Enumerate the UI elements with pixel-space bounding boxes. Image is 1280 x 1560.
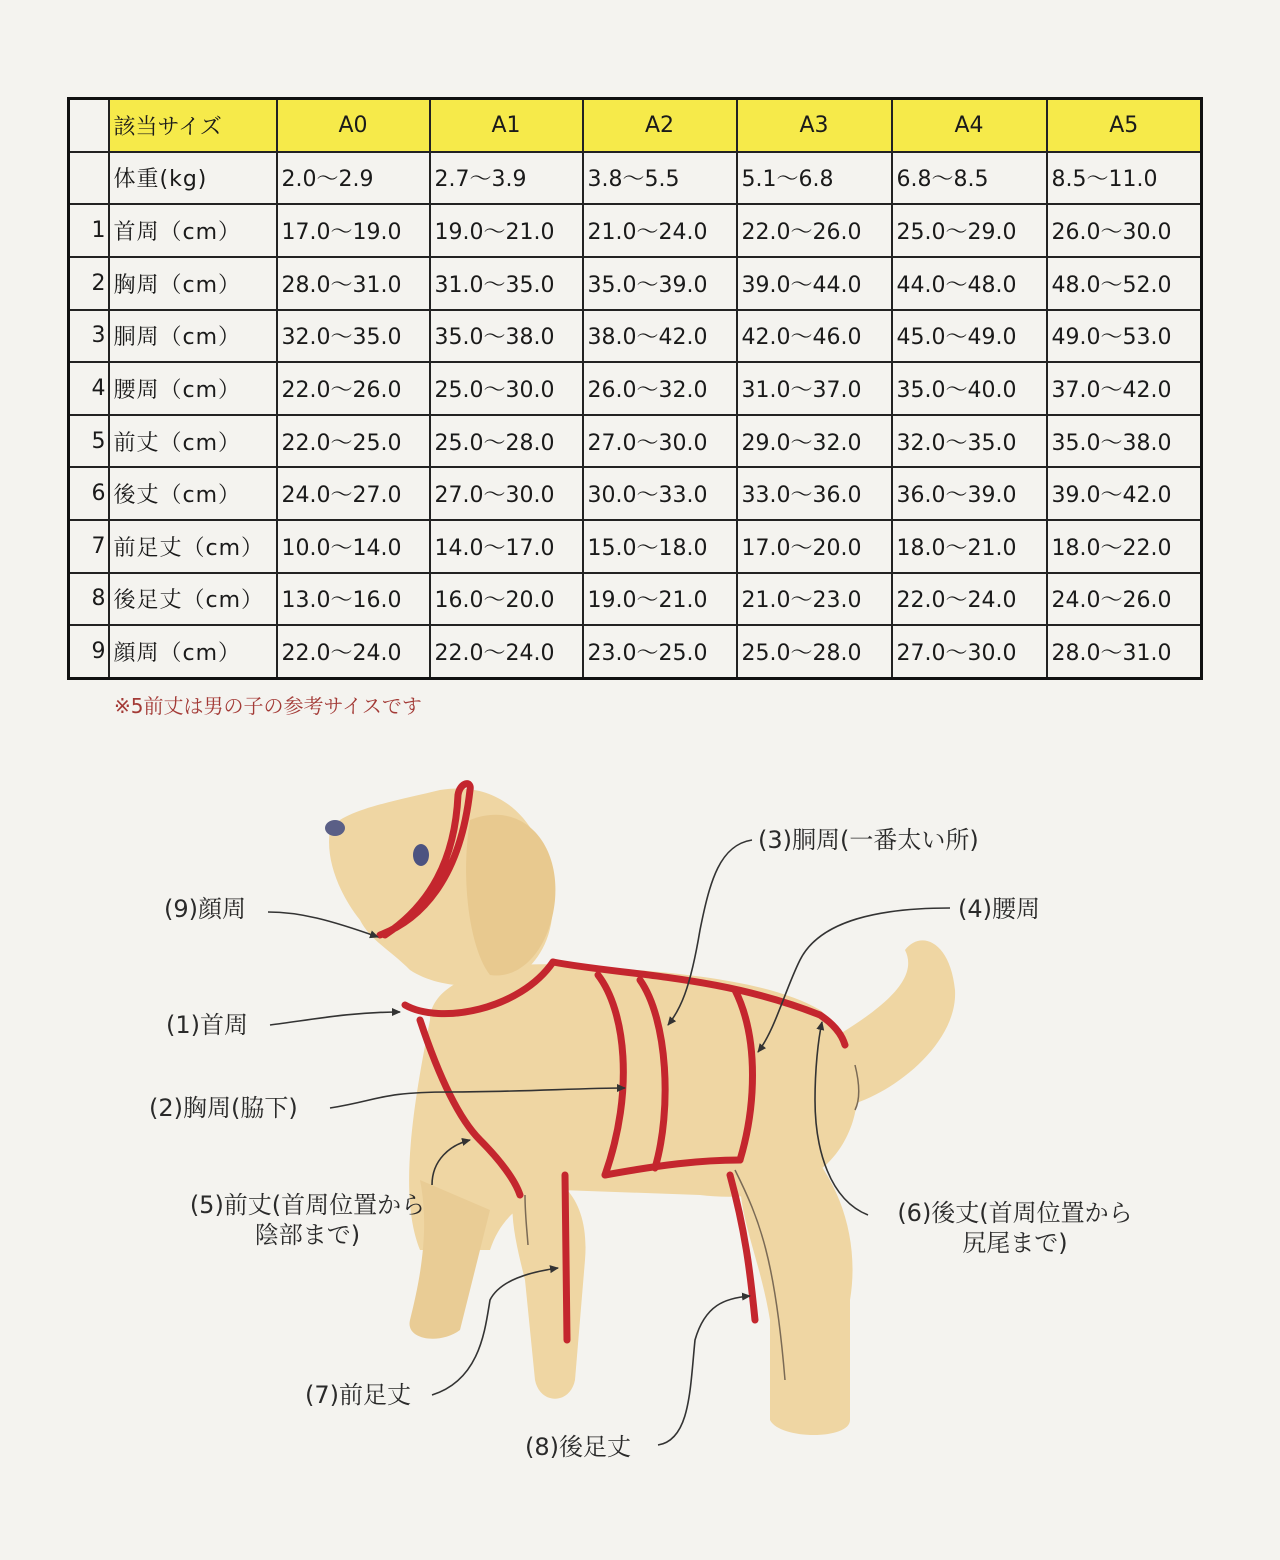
row-label-cell: 前足丈（cm）: [109, 520, 277, 573]
value-cell: 45.0〜49.0: [892, 310, 1047, 363]
value-cell: 19.0〜21.0: [430, 204, 583, 257]
value-cell: 31.0〜37.0: [737, 362, 892, 415]
row-label-cell: 胴周（cm）: [109, 310, 277, 363]
value-cell: 39.0〜42.0: [1047, 467, 1202, 520]
value-cell: 31.0〜35.0: [430, 257, 583, 310]
neck-arrow: [270, 1012, 400, 1025]
table-row: [69, 310, 1202, 363]
row-label-cell: 前丈（cm）: [109, 415, 277, 468]
value-cell: 22.0〜26.0: [737, 204, 892, 257]
value-cell: 29.0〜32.0: [737, 415, 892, 468]
value-cell: 22.0〜24.0: [277, 625, 430, 678]
value-cell: 6.8〜8.5: [892, 152, 1047, 205]
value-cell: 10.0〜14.0: [277, 520, 430, 573]
value-cell: 32.0〜35.0: [277, 310, 430, 363]
header-size-a0: A0: [277, 99, 430, 152]
value-cell: 3.8〜5.5: [583, 152, 737, 205]
dog-measurement-diagram: [0, 720, 1280, 1560]
dog-eye: [413, 844, 429, 866]
value-cell: 5.1〜6.8: [737, 152, 892, 205]
table-row: [69, 204, 1202, 257]
table-row: [69, 467, 1202, 520]
label-face-circumference: (9)顔周: [164, 895, 246, 923]
value-cell: 17.0〜19.0: [277, 204, 430, 257]
value-cell: 24.0〜27.0: [277, 467, 430, 520]
table-row: [69, 573, 1202, 626]
size-chart-table: [67, 97, 1203, 680]
value-cell: 2.0〜2.9: [277, 152, 430, 205]
row-number-cell: 6: [69, 467, 109, 520]
header-blank-cell: [69, 99, 109, 152]
row-number-cell: 7: [69, 520, 109, 573]
row-number-cell: 4: [69, 362, 109, 415]
label-front-length-line1: (5)前丈(首周位置から: [189, 1191, 426, 1219]
value-cell: 16.0〜20.0: [430, 573, 583, 626]
value-cell: 44.0〜48.0: [892, 257, 1047, 310]
value-cell: 28.0〜31.0: [277, 257, 430, 310]
label-hip-circumference: (4)腰周: [958, 895, 1040, 923]
table-row: [69, 625, 1202, 678]
value-cell: 33.0〜36.0: [737, 467, 892, 520]
label-front-length-line2: 陰部まで): [254, 1221, 361, 1249]
row-number-cell: 9: [69, 625, 109, 678]
label-front-length: [170, 1190, 445, 1250]
header-label-cell: 該当サイズ: [109, 99, 277, 152]
hindleg-arrow: [658, 1296, 750, 1445]
row-number-cell: 2: [69, 257, 109, 310]
table-row: [69, 362, 1202, 415]
table-header-row: [69, 99, 1202, 152]
value-cell: 22.0〜26.0: [277, 362, 430, 415]
label-hindleg-length: (8)後足丈: [525, 1433, 631, 1461]
header-size-a2: A2: [583, 99, 737, 152]
value-cell: 17.0〜20.0: [737, 520, 892, 573]
value-cell: 37.0〜42.0: [1047, 362, 1202, 415]
value-cell: 26.0〜32.0: [583, 362, 737, 415]
value-cell: 42.0〜46.0: [737, 310, 892, 363]
value-cell: 35.0〜38.0: [1047, 415, 1202, 468]
dog-nose: [325, 820, 345, 836]
row-label-cell: 胸周（cm）: [109, 257, 277, 310]
label-foreleg-length: (7)前足丈: [305, 1381, 411, 1409]
value-cell: 35.0〜40.0: [892, 362, 1047, 415]
value-cell: 26.0〜30.0: [1047, 204, 1202, 257]
value-cell: 36.0〜39.0: [892, 467, 1047, 520]
row-label-cell: 首周（cm）: [109, 204, 277, 257]
value-cell: 35.0〜38.0: [430, 310, 583, 363]
value-cell: 2.7〜3.9: [430, 152, 583, 205]
row-label-cell: 顔周（cm）: [109, 625, 277, 678]
value-cell: 8.5〜11.0: [1047, 152, 1202, 205]
header-size-a4: A4: [892, 99, 1047, 152]
label-neck-circumference: (1)首周: [166, 1011, 248, 1039]
value-cell: 19.0〜21.0: [583, 573, 737, 626]
row-number-cell: 1: [69, 204, 109, 257]
value-cell: 39.0〜44.0: [737, 257, 892, 310]
row-number-cell: 5: [69, 415, 109, 468]
value-cell: 25.0〜28.0: [430, 415, 583, 468]
header-size-a1: A1: [430, 99, 583, 152]
label-back-length-line1: (6)後丈(首周位置から: [897, 1199, 1133, 1227]
value-cell: 28.0〜31.0: [1047, 625, 1202, 678]
label-back-length: [870, 1198, 1160, 1258]
value-cell: 48.0〜52.0: [1047, 257, 1202, 310]
row-label-cell: 後丈（cm）: [109, 467, 277, 520]
value-cell: 32.0〜35.0: [892, 415, 1047, 468]
value-cell: 25.0〜29.0: [892, 204, 1047, 257]
label-waist-circumference: (3)胴周(一番太い所): [758, 826, 979, 854]
value-cell: 27.0〜30.0: [892, 625, 1047, 678]
row-label-cell: 体重(kg): [109, 152, 277, 205]
header-size-a5: A5: [1047, 99, 1202, 152]
value-cell: 23.0〜25.0: [583, 625, 737, 678]
value-cell: 18.0〜21.0: [892, 520, 1047, 573]
value-cell: 25.0〜30.0: [430, 362, 583, 415]
value-cell: 35.0〜39.0: [583, 257, 737, 310]
row-number-cell: 8: [69, 573, 109, 626]
value-cell: 21.0〜24.0: [583, 204, 737, 257]
value-cell: 15.0〜18.0: [583, 520, 737, 573]
value-cell: 14.0〜17.0: [430, 520, 583, 573]
dog-ear: [466, 815, 555, 976]
row-number-cell: 3: [69, 310, 109, 363]
value-cell: 49.0〜53.0: [1047, 310, 1202, 363]
label-back-length-line2: 尻尾まで): [962, 1229, 1068, 1257]
table-row: [69, 520, 1202, 573]
value-cell: 22.0〜24.0: [430, 625, 583, 678]
label-chest-circumference: (2)胸周(脇下): [149, 1094, 298, 1122]
value-cell: 22.0〜25.0: [277, 415, 430, 468]
table-row: [69, 415, 1202, 468]
value-cell: 18.0〜22.0: [1047, 520, 1202, 573]
table-row: [69, 257, 1202, 310]
foreleg-length-line: [565, 1175, 567, 1340]
row-number-cell: [69, 152, 109, 205]
value-cell: 25.0〜28.0: [737, 625, 892, 678]
value-cell: 27.0〜30.0: [583, 415, 737, 468]
table-row: [69, 152, 1202, 205]
row-label-cell: 腰周（cm）: [109, 362, 277, 415]
value-cell: 38.0〜42.0: [583, 310, 737, 363]
value-cell: 30.0〜33.0: [583, 467, 737, 520]
value-cell: 24.0〜26.0: [1047, 573, 1202, 626]
value-cell: 27.0〜30.0: [430, 467, 583, 520]
value-cell: 22.0〜24.0: [892, 573, 1047, 626]
size-note: ※5前丈は男の子の参考サイスです: [114, 694, 422, 718]
dog-front-leg: [512, 1170, 585, 1399]
header-size-a3: A3: [737, 99, 892, 152]
value-cell: 13.0〜16.0: [277, 573, 430, 626]
row-label-cell: 後足丈（cm）: [109, 573, 277, 626]
value-cell: 21.0〜23.0: [737, 573, 892, 626]
